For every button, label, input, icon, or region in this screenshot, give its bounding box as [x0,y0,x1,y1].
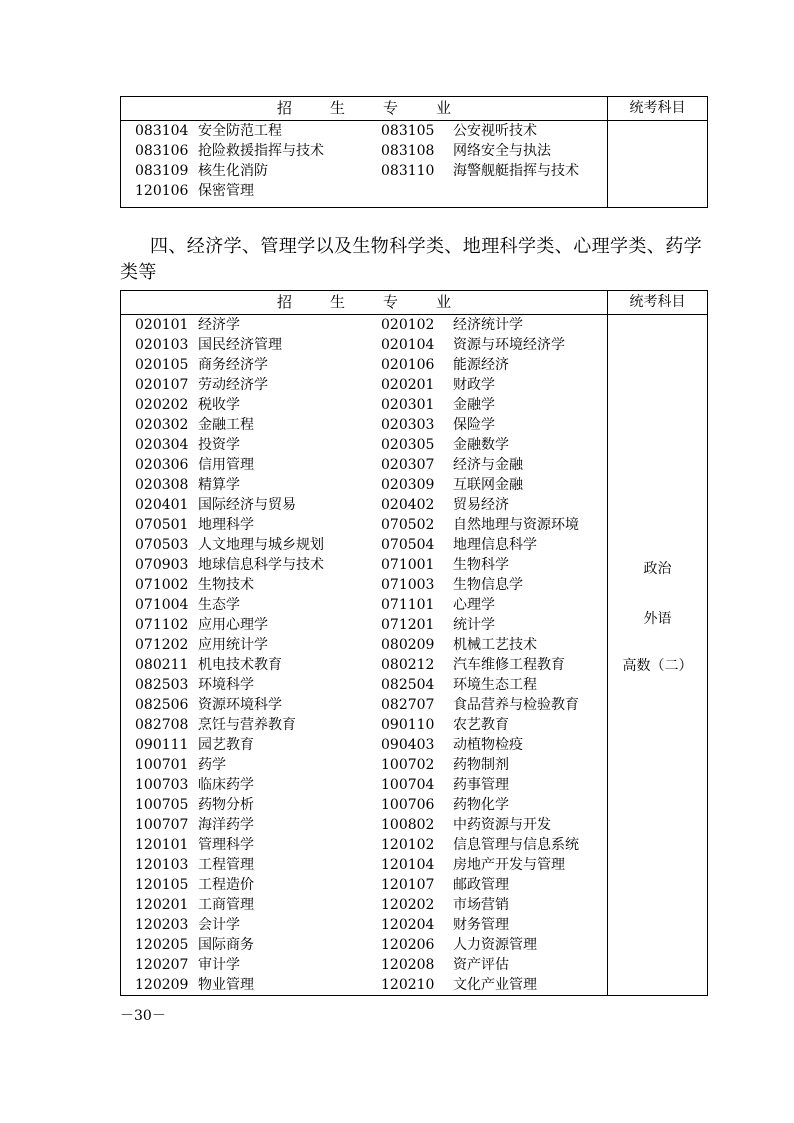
major-name: 信息管理与信息系统 [453,837,579,853]
major-code: 020402 [381,497,435,513]
header-zhaosheng: 招生专业 [276,293,489,311]
table-row [121,975,607,995]
major-code: 071002 [135,577,189,593]
major-code: 120207 [135,957,189,973]
table-row [121,755,607,775]
major-code: 120105 [135,877,189,893]
major-name: 心理学 [453,597,495,613]
major-name: 网络安全与执法 [453,143,551,159]
major-code: 020305 [381,437,435,453]
table-row [121,161,607,181]
major-code: 020307 [381,457,435,473]
table-row [121,675,607,695]
major-code: 020104 [381,337,435,353]
major-code: 120104 [381,857,435,873]
table-row [121,715,607,735]
major-name: 汽车维修工程教育 [453,657,565,673]
major-name: 市场营销 [453,897,509,913]
major-name: 互联网金融 [453,477,523,493]
major-name: 工商管理 [198,897,254,913]
table-header [121,97,707,121]
major-code: 071004 [135,597,189,613]
major-name: 贸易经济 [453,497,509,513]
major-code: 100703 [135,777,189,793]
major-name: 动植物检疫 [453,737,523,753]
major-code: 080209 [381,637,435,653]
table-row [121,121,607,141]
major-name: 管理科学 [198,837,254,853]
major-name: 财政学 [453,377,495,393]
major-code: 083108 [381,143,435,159]
major-code: 071003 [381,577,435,593]
major-code: 120203 [135,917,189,933]
major-code: 070502 [381,517,435,533]
table-row [121,835,607,855]
major-code: 082708 [135,717,189,733]
major-code: 020304 [135,437,189,453]
table-row [121,915,607,935]
table-row [121,775,607,795]
major-name: 人文地理与城乡规划 [198,537,324,553]
major-name: 金融工程 [198,417,254,433]
major-code: 083110 [381,163,435,179]
major-name: 税收学 [198,397,240,413]
major-name: 金融数学 [453,437,509,453]
table-row [121,335,607,355]
major-code: 120102 [381,837,435,853]
major-code: 120209 [135,977,189,993]
major-code: 020303 [381,417,435,433]
table-row [121,795,607,815]
table-row [121,475,607,495]
table-row [121,875,607,895]
major-name: 园艺教育 [198,737,254,753]
major-name: 经济与金融 [453,457,523,473]
major-code: 020302 [135,417,189,433]
major-code: 020107 [135,377,189,393]
major-code: 070503 [135,537,189,553]
major-name: 能源经济 [453,357,509,373]
major-name: 房地产开发与管理 [453,857,565,873]
major-name: 资源与环境经济学 [453,337,565,353]
table-row [121,515,607,535]
table-row [121,495,607,515]
major-code: 080211 [135,657,189,673]
major-code: 082503 [135,677,189,693]
major-code: 071201 [381,617,435,633]
major-code: 082707 [381,697,435,713]
major-name: 地球信息科学与技术 [198,557,324,573]
major-code: 120201 [135,897,189,913]
major-code: 120210 [381,977,435,993]
major-name: 邮政管理 [453,877,509,893]
major-name: 安全防范工程 [198,123,282,139]
major-name: 自然地理与资源环境 [453,517,579,533]
major-code: 090110 [381,717,435,733]
major-name: 工程造价 [198,877,254,893]
major-code: 020101 [135,317,189,333]
major-code: 020301 [381,397,435,413]
major-code: 090111 [135,737,189,753]
table-2-rows [121,315,607,995]
major-code: 082506 [135,697,189,713]
major-code: 020201 [381,377,435,393]
major-name: 食品营养与检验教育 [453,697,579,713]
major-code: 080212 [381,657,435,673]
major-name: 地理科学 [198,517,254,533]
table-row [121,455,607,475]
major-code: 120106 [135,183,189,199]
major-name: 商务经济学 [198,357,268,373]
major-name: 生物信息学 [453,577,523,593]
major-name: 应用统计学 [198,637,268,653]
major-name: 农艺教育 [453,717,509,733]
major-name: 药事管理 [453,777,509,793]
major-name: 药物化学 [453,797,509,813]
table-row [121,141,607,161]
major-name: 信用管理 [198,457,254,473]
major-code: 120103 [135,857,189,873]
major-name: 资源环境科学 [198,697,282,713]
major-name: 临床药学 [198,777,254,793]
major-name: 生物科学 [453,557,509,573]
major-code: 020306 [135,457,189,473]
major-name: 机电技术教育 [198,657,282,673]
table-row [121,555,607,575]
table-row [121,395,607,415]
table-1-rows [121,121,607,201]
major-name: 财务管理 [453,917,509,933]
subject-foreign-language: 外语 [643,611,672,627]
major-code: 071202 [135,637,189,653]
table-1 [120,96,708,208]
major-code: 070903 [135,557,189,573]
major-code: 120206 [381,937,435,953]
major-name: 中药资源与开发 [453,817,551,833]
major-name: 物业管理 [198,977,254,993]
major-code: 100702 [381,757,435,773]
major-code: 120107 [381,877,435,893]
table-row [121,815,607,835]
table-row [121,655,607,675]
major-name: 药物分析 [198,797,254,813]
table-row [121,535,607,555]
major-code: 100706 [381,797,435,813]
header-zhaosheng: 招生专业 [276,99,489,117]
major-name: 海警舰艇指挥与技术 [453,163,579,179]
major-name: 应用心理学 [198,617,268,633]
major-code: 071101 [381,597,435,613]
major-code: 120202 [381,897,435,913]
major-code: 070501 [135,517,189,533]
table-row [121,955,607,975]
major-name: 保密管理 [198,183,254,199]
major-name: 统计学 [453,617,495,633]
table-row [121,695,607,715]
major-code: 100707 [135,817,189,833]
major-code: 100705 [135,797,189,813]
major-code: 071102 [135,617,189,633]
table-row [121,855,607,875]
table-2 [120,290,708,996]
header-tongkao: 统考科目 [629,100,686,116]
major-name: 核生化消防 [198,163,268,179]
major-name: 生物技术 [198,577,254,593]
major-code: 020202 [135,397,189,413]
major-name: 国民经济管理 [198,337,282,353]
major-code: 120204 [381,917,435,933]
major-code: 020106 [381,357,435,373]
major-name: 资产评估 [453,957,509,973]
major-name: 会计学 [198,917,240,933]
table-row [121,615,607,635]
table-row [121,375,607,395]
major-code: 082504 [381,677,435,693]
column-divider [607,291,608,995]
table-row [121,595,607,615]
major-name: 公安视听技术 [453,123,537,139]
major-name: 地理信息科学 [453,537,537,553]
major-name: 文化产业管理 [453,977,537,993]
major-code: 120208 [381,957,435,973]
major-code: 020309 [381,477,435,493]
section-title: 四、经济学、管理学以及生物科学类、地理科学类、心理学类、药学类等 [120,236,702,283]
major-name: 药物制剂 [453,757,509,773]
major-name: 生态学 [198,597,240,613]
major-code: 020105 [135,357,189,373]
major-code: 070504 [381,537,435,553]
major-code: 100802 [381,817,435,833]
major-name: 烹饪与营养教育 [198,717,296,733]
major-name: 抢险救援指挥与技术 [198,143,324,159]
major-code: 120101 [135,837,189,853]
column-divider [607,97,608,207]
major-name: 精算学 [198,477,240,493]
major-name: 海洋药学 [198,817,254,833]
header-tongkao: 统考科目 [629,294,686,310]
major-code: 020401 [135,497,189,513]
table-row [121,575,607,595]
table-row [121,415,607,435]
major-code: 083109 [135,163,189,179]
major-name: 国际商务 [198,937,254,953]
major-name: 药学 [198,757,226,773]
major-code: 083106 [135,143,189,159]
major-code: 120205 [135,937,189,953]
major-code: 083105 [381,123,435,139]
major-name: 审计学 [198,957,240,973]
major-code: 071001 [381,557,435,573]
table-row [121,435,607,455]
table-row [121,181,607,201]
subject-politics: 政治 [643,561,672,577]
major-name: 国际经济与贸易 [198,497,296,513]
major-code: 100704 [381,777,435,793]
page-number: －30－ [120,1008,166,1024]
major-code: 100701 [135,757,189,773]
table-row [121,895,607,915]
major-code: 083104 [135,123,189,139]
major-name: 经济统计学 [453,317,523,333]
table-row [121,935,607,955]
table-row [121,735,607,755]
table-header [121,291,707,315]
major-name: 人力资源管理 [453,937,537,953]
major-code: 020103 [135,337,189,353]
table-row [121,355,607,375]
major-name: 金融学 [453,397,495,413]
table-row [121,635,607,655]
major-code: 090403 [381,737,435,753]
major-code: 020102 [381,317,435,333]
major-name: 保险学 [453,417,495,433]
major-name: 经济学 [198,317,240,333]
major-name: 劳动经济学 [198,377,268,393]
subject-math: 高数（二） [622,658,693,674]
major-name: 投资学 [198,437,240,453]
major-code: 020308 [135,477,189,493]
major-name: 环境科学 [198,677,254,693]
major-name: 机械工艺技术 [453,637,537,653]
major-name: 工程管理 [198,857,254,873]
major-name: 环境生态工程 [453,677,537,693]
table-row [121,315,607,335]
